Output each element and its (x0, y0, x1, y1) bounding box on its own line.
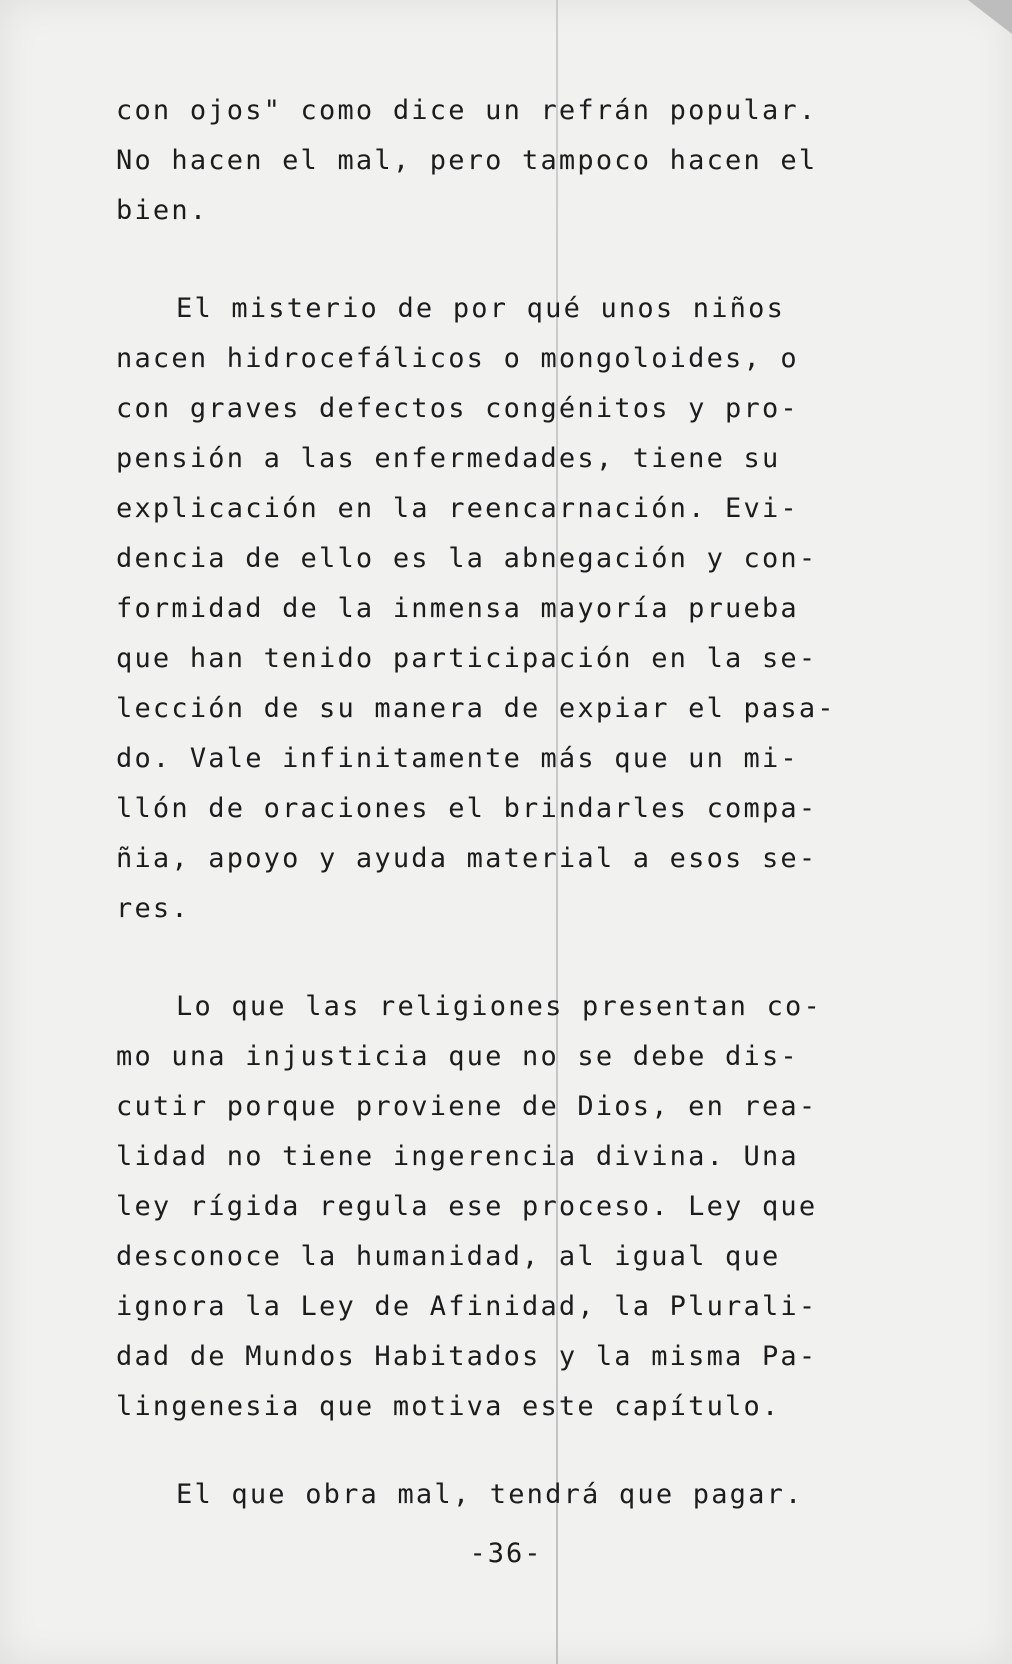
text-line: res. (116, 893, 190, 924)
text-line: mo una injusticia que no se debe dis- (116, 1041, 799, 1072)
page-text (116, 86, 876, 1520)
text-line: dencia de ello es la abnegación y con- (116, 543, 818, 574)
text-line: lección de su manera de expiar el pasa- (116, 693, 836, 724)
text-line: lingenesia que motiva este capítulo. (116, 1391, 781, 1422)
text-line: desconoce la humanidad, al igual que (116, 1241, 781, 1272)
paragraph-3 (116, 982, 876, 1432)
page-corner (968, 0, 1012, 34)
text-line: El misterio de por qué unos niños (176, 293, 786, 324)
text-line: lidad no tiene ingerencia divina. Una (116, 1141, 799, 1172)
text-line: que han tenido participación en la se- (116, 643, 818, 674)
text-line: El que obra mal, tendrá que pagar. (176, 1479, 804, 1510)
paragraph-1 (116, 86, 876, 236)
text-line: cutir porque proviene de Dios, en rea- (116, 1091, 818, 1122)
text-line: Lo que las religiones presentan co- (176, 991, 822, 1022)
paragraph-spacer (116, 1432, 876, 1470)
text-line: con graves defectos congénitos y pro- (116, 393, 799, 424)
paragraph-spacer (116, 236, 876, 284)
paragraph-2 (116, 284, 876, 934)
text-line: ñia, apoyo y ayuda material a esos se- (116, 843, 818, 874)
text-line: explicación en la reencarnación. Evi- (116, 493, 799, 524)
text-line: pensión a las enfermedades, tiene su (116, 443, 781, 474)
text-line: formidad de la inmensa mayoría prueba (116, 593, 799, 624)
text-line: do. Vale infinitamente más que un mi- (116, 743, 799, 774)
text-line: ignora la Ley de Afinidad, la Plurali- (116, 1291, 818, 1322)
text-line: llón de oraciones el brindarles compa- (116, 793, 818, 824)
text-line: con ojos" como dice un refrán popular. (116, 95, 818, 126)
text-line: nacen hidrocefálicos o mongoloides, o (116, 343, 799, 374)
page-number: -36- (469, 1538, 543, 1569)
text-line: bien. (116, 195, 209, 226)
text-line: dad de Mundos Habitados y la misma Pa- (116, 1341, 818, 1372)
text-line: No hacen el mal, pero tampoco hacen el (116, 145, 818, 176)
paragraph-spacer (116, 934, 876, 982)
text-line: ley rígida regula ese proceso. Ley que (116, 1191, 818, 1222)
paragraph-4 (116, 1470, 876, 1520)
